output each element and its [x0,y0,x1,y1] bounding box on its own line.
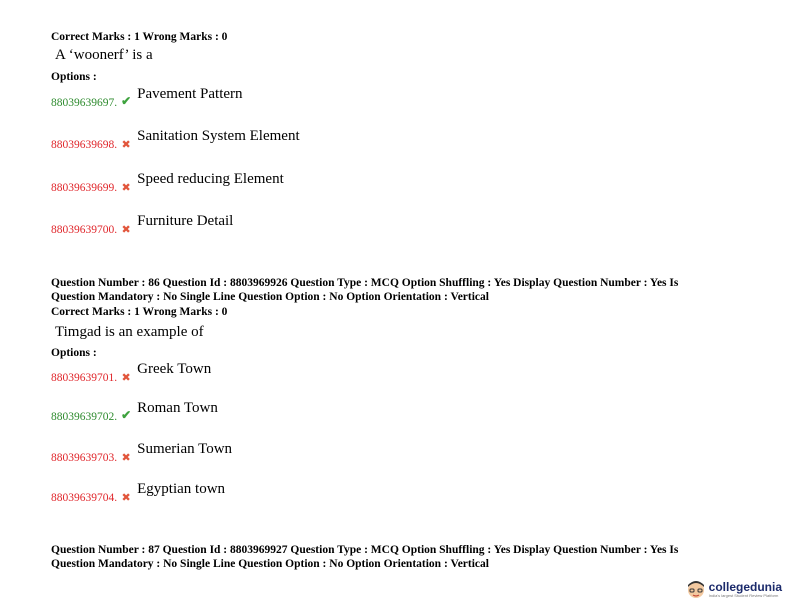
cross-icon: ✖ [121,372,131,384]
option-text: Roman Town [137,400,218,416]
cross-icon: ✖ [121,492,131,504]
option-row [51,128,300,153]
option-id: 88039639697. [51,97,118,109]
option-text: Furniture Detail [137,213,234,229]
cross-icon: ✖ [121,452,131,464]
logo-wordmark: collegedunia [708,579,782,594]
option-text: Sanitation System Element [137,128,300,144]
question-meta-line: Question Number : 87 Question Id : 8803969927 Question Type : MCQ Option Shuffling : Yes Display Question Number : Yes Is [51,544,679,556]
option-id: 88039639703. [51,452,118,464]
option-id: 88039639704. [51,492,118,504]
question-text: A ‘woonerf’ is a [55,47,153,63]
option-text: Egyptian town [137,481,226,497]
option-row [51,361,212,386]
option-row [51,86,243,111]
option-row [51,400,218,425]
option-text: Greek Town [137,361,212,377]
option-id: 88039639699. [51,182,118,194]
option-row [51,441,233,466]
option-id: 88039639698. [51,139,118,151]
check-icon: ✔ [121,408,132,422]
question-meta-line: Question Mandatory : No Single Line Question Option : No Option Orientation : Vertical [51,558,489,570]
options-label: Options : [51,347,97,359]
option-text: Sumerian Town [137,441,233,457]
check-icon: ✔ [121,94,132,108]
option-row [51,213,234,238]
marks-info: Correct Marks : 1 Wrong Marks : 0 [51,31,228,43]
cross-icon: ✖ [121,139,131,151]
cross-icon: ✖ [121,224,131,236]
option-row [51,481,226,506]
option-text: Speed reducing Element [137,171,284,187]
option-row [51,171,284,196]
collegedunia-logo [685,578,782,600]
option-id: 88039639702. [51,411,118,423]
option-id: 88039639701. [51,372,118,384]
question-text: Timgad is an example of [55,324,204,340]
logo-mascot-icon [685,578,707,600]
options-label: Options : [51,71,97,83]
option-text: Pavement Pattern [137,86,243,102]
cross-icon: ✖ [121,182,131,194]
option-id: 88039639700. [51,224,118,236]
marks-info: Correct Marks : 1 Wrong Marks : 0 [51,306,228,318]
logo-tagline: India's largest Student Review Platform [708,592,779,598]
question-meta-line: Question Number : 86 Question Id : 8803969926 Question Type : MCQ Option Shuffling : Yes Display Question Number : Yes Is [51,277,679,289]
question-meta-line: Question Mandatory : No Single Line Question Option : No Option Orientation : Vertical [51,291,489,303]
